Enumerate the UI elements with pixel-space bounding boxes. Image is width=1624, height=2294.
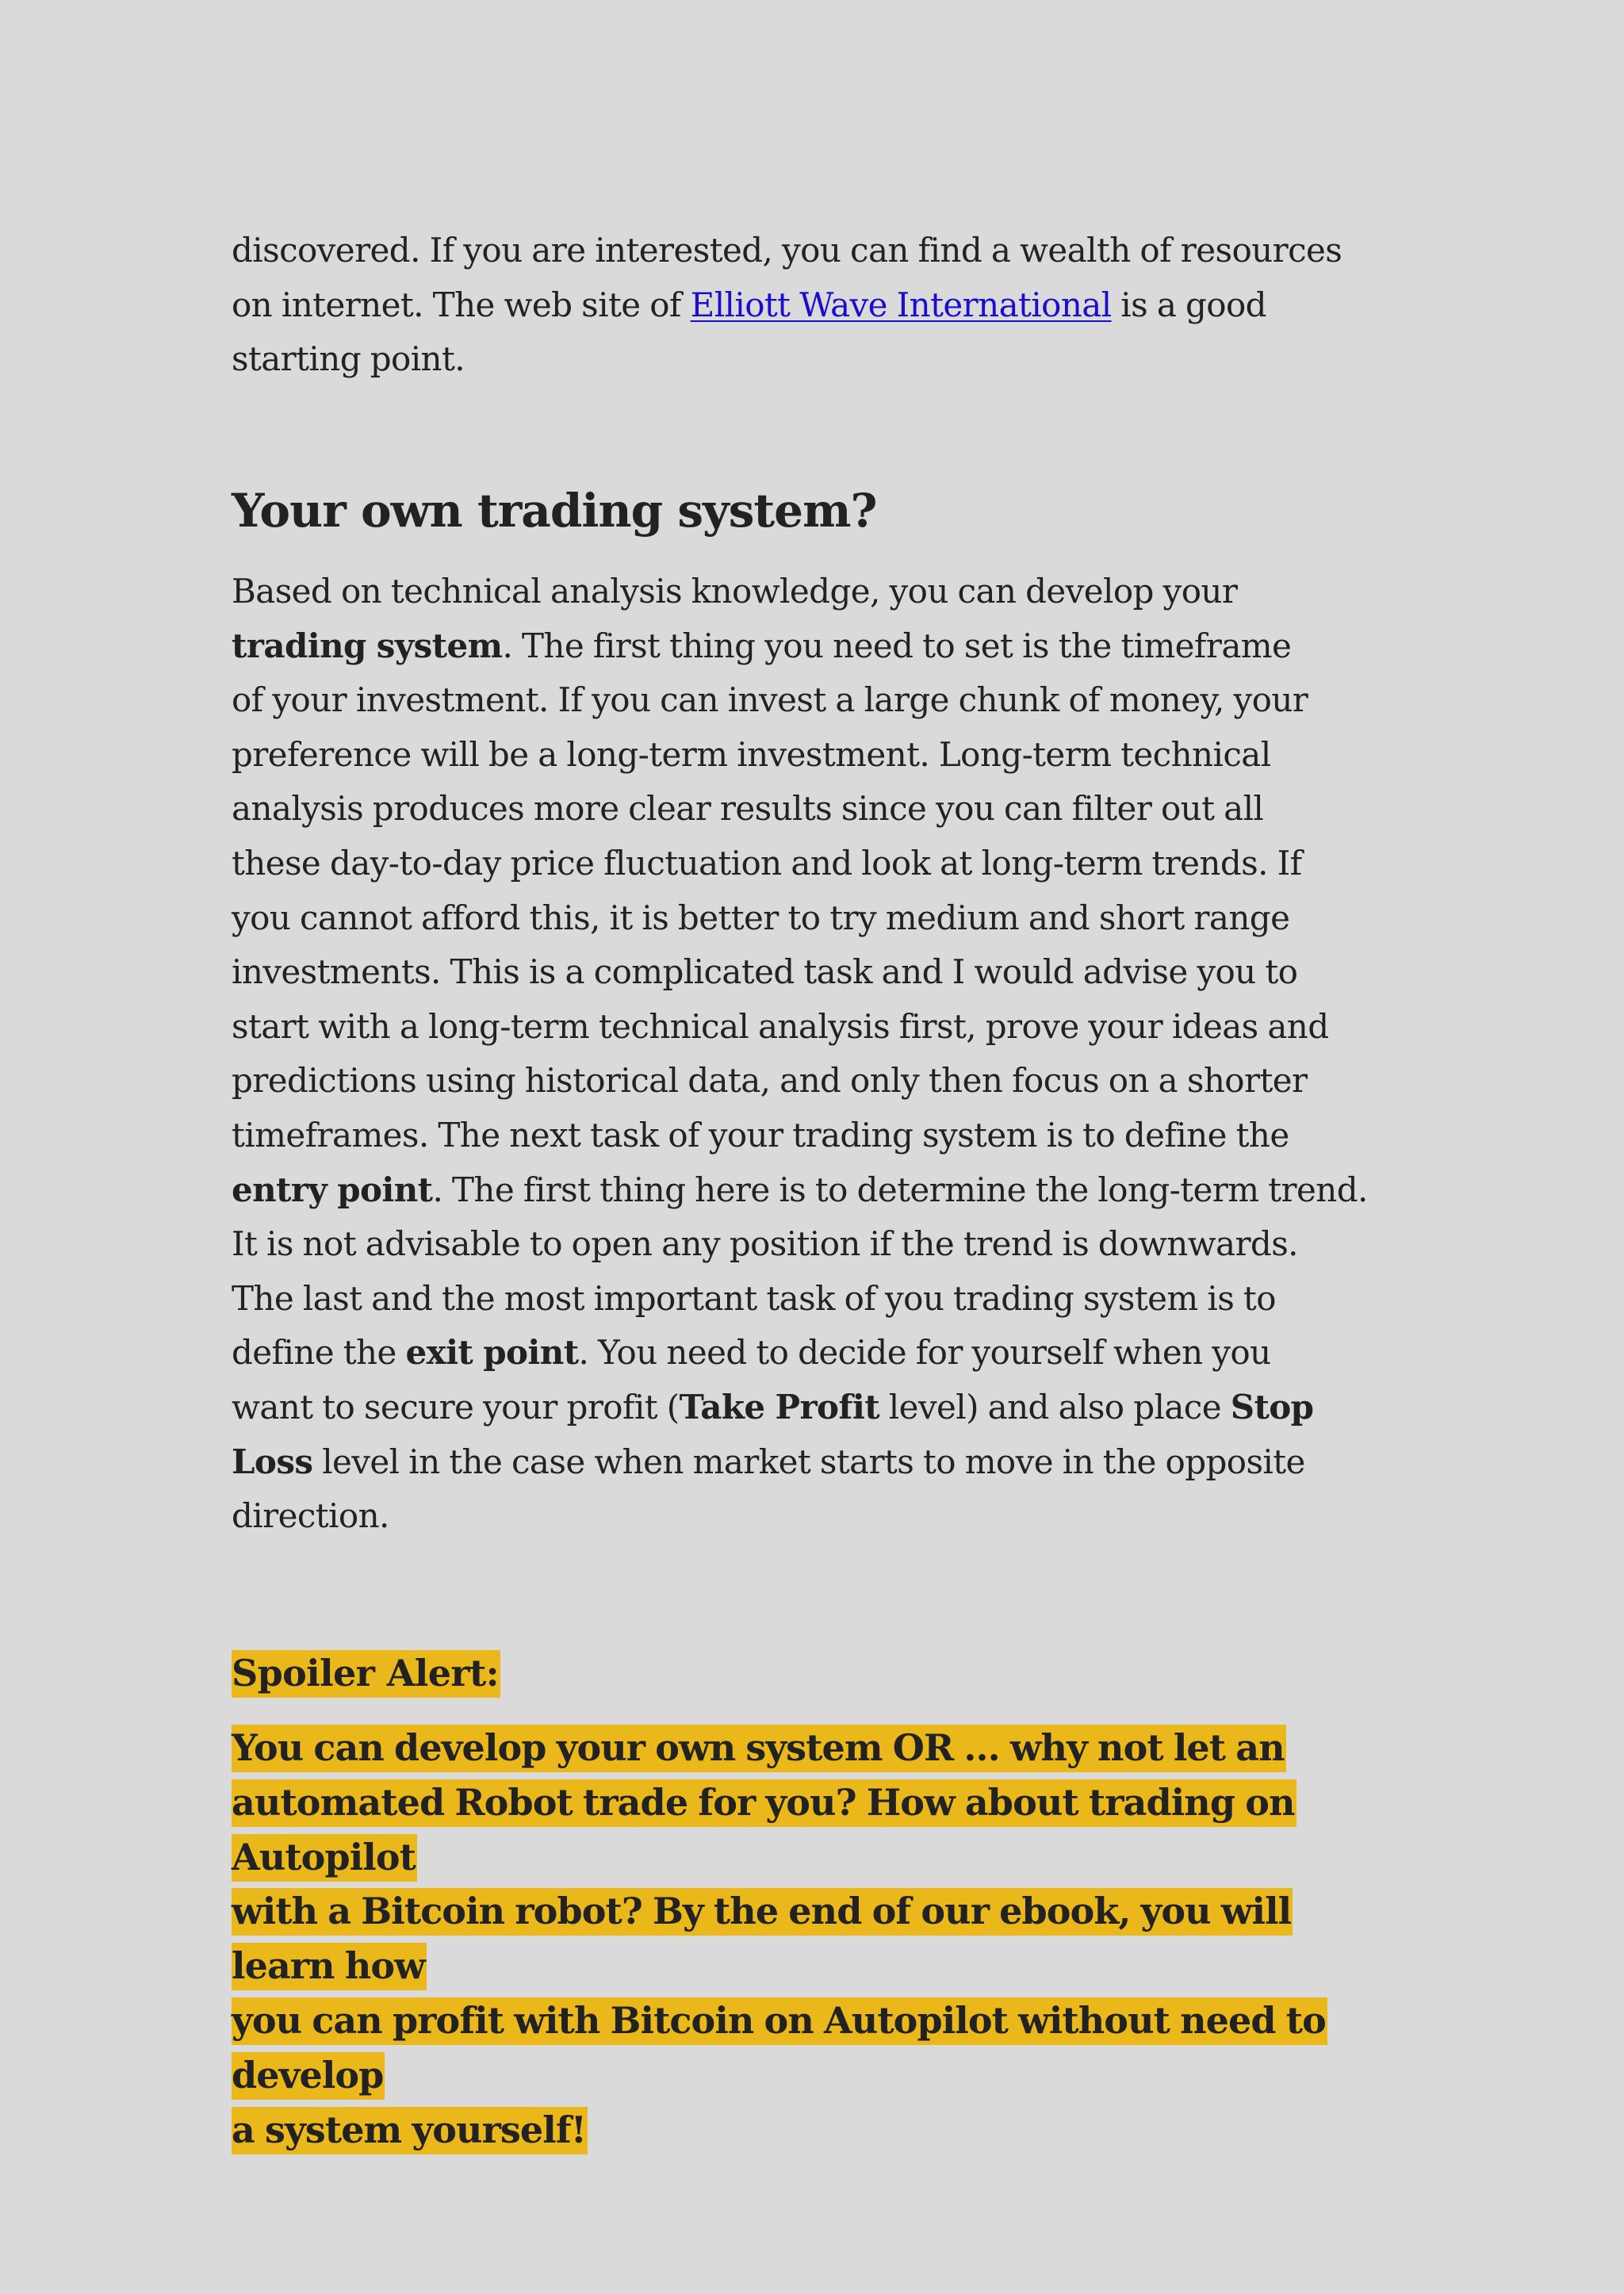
body-line: these day-to-day price fluctuation and look at long-term trends. If [232, 843, 1302, 883]
body-line: . The first thing you need to set is the timeframe [502, 626, 1292, 665]
intro-line-2-end: is a good [1111, 285, 1266, 324]
spoiler-line: you can profit with Bitcoin on Autopilot without need to develop [232, 1997, 1327, 2100]
spoiler-alert-text [232, 1721, 1397, 2157]
body-line: direction. [232, 1496, 389, 1536]
body-line: of your investment. If you can invest a large chunk of money, your [232, 680, 1308, 720]
body-line: level in the case when market starts to move in the opposite [312, 1442, 1305, 1481]
spoiler-line: a system yourself! [232, 2107, 588, 2154]
body-line: preference will be a long-term investment. Long-term technical [232, 734, 1271, 774]
body-line: . You need to decide for yourself when you [578, 1333, 1271, 1373]
body-line: The last and the most important task of you trading system is to [232, 1278, 1276, 1318]
exit-point-term: exit point [405, 1333, 579, 1373]
spoiler-line: You can develop your own system OR ... why not let an [232, 1725, 1286, 1772]
trading-system-term: trading system [232, 626, 503, 665]
trading-system-paragraph [232, 565, 1368, 1544]
intro-line-2-start: on internet. The web site of [232, 285, 691, 324]
stop-loss-term-part2: Loss [232, 1442, 313, 1481]
body-line: you cannot afford this, it is better to try medium and short range [232, 898, 1290, 937]
body-line: start with a long-term technical analysis first, prove your ideas and [232, 1006, 1329, 1046]
body-line: It is not advisable to open any position if the trend is downwards. [232, 1224, 1298, 1264]
body-line: predictions using historical data, and only then focus on a shorter [232, 1061, 1308, 1101]
intro-paragraph [232, 224, 1342, 387]
stop-loss-term-part1: Stop [1230, 1387, 1314, 1427]
spoiler-alert-label [232, 1649, 500, 1698]
body-line: . The first thing here is to determine the long-term trend. [432, 1170, 1368, 1209]
elliott-wave-link[interactable]: Elliott Wave International [690, 285, 1112, 324]
spoiler-line: automated Robot trade for you? How about trading on Autopilot [232, 1779, 1297, 1882]
intro-line-3: starting point. [232, 339, 465, 379]
take-profit-term: Take Profit [679, 1387, 880, 1427]
body-line: level) and also place [879, 1387, 1231, 1427]
spoiler-alert-highlight: Spoiler Alert: [232, 1650, 500, 1698]
body-line: timeframes. The next task of your trading system is to define the [232, 1115, 1289, 1155]
body-line: analysis produces more clear results since you can filter out all [232, 789, 1264, 829]
body-line: define the [232, 1333, 406, 1373]
intro-line-1: discovered. If you are interested, you can find a wealth of resources [232, 231, 1342, 270]
body-line: want to secure your profit ( [232, 1387, 680, 1427]
body-line: Based on technical analysis knowledge, you can develop your [232, 572, 1238, 611]
entry-point-term: entry point [232, 1170, 433, 1209]
body-line: investments. This is a complicated task and I would advise you to [232, 952, 1298, 992]
section-heading: Your own trading system? [232, 484, 877, 538]
spoiler-line: with a Bitcoin robot? By the end of our ebook, you will learn how [232, 1888, 1293, 1990]
